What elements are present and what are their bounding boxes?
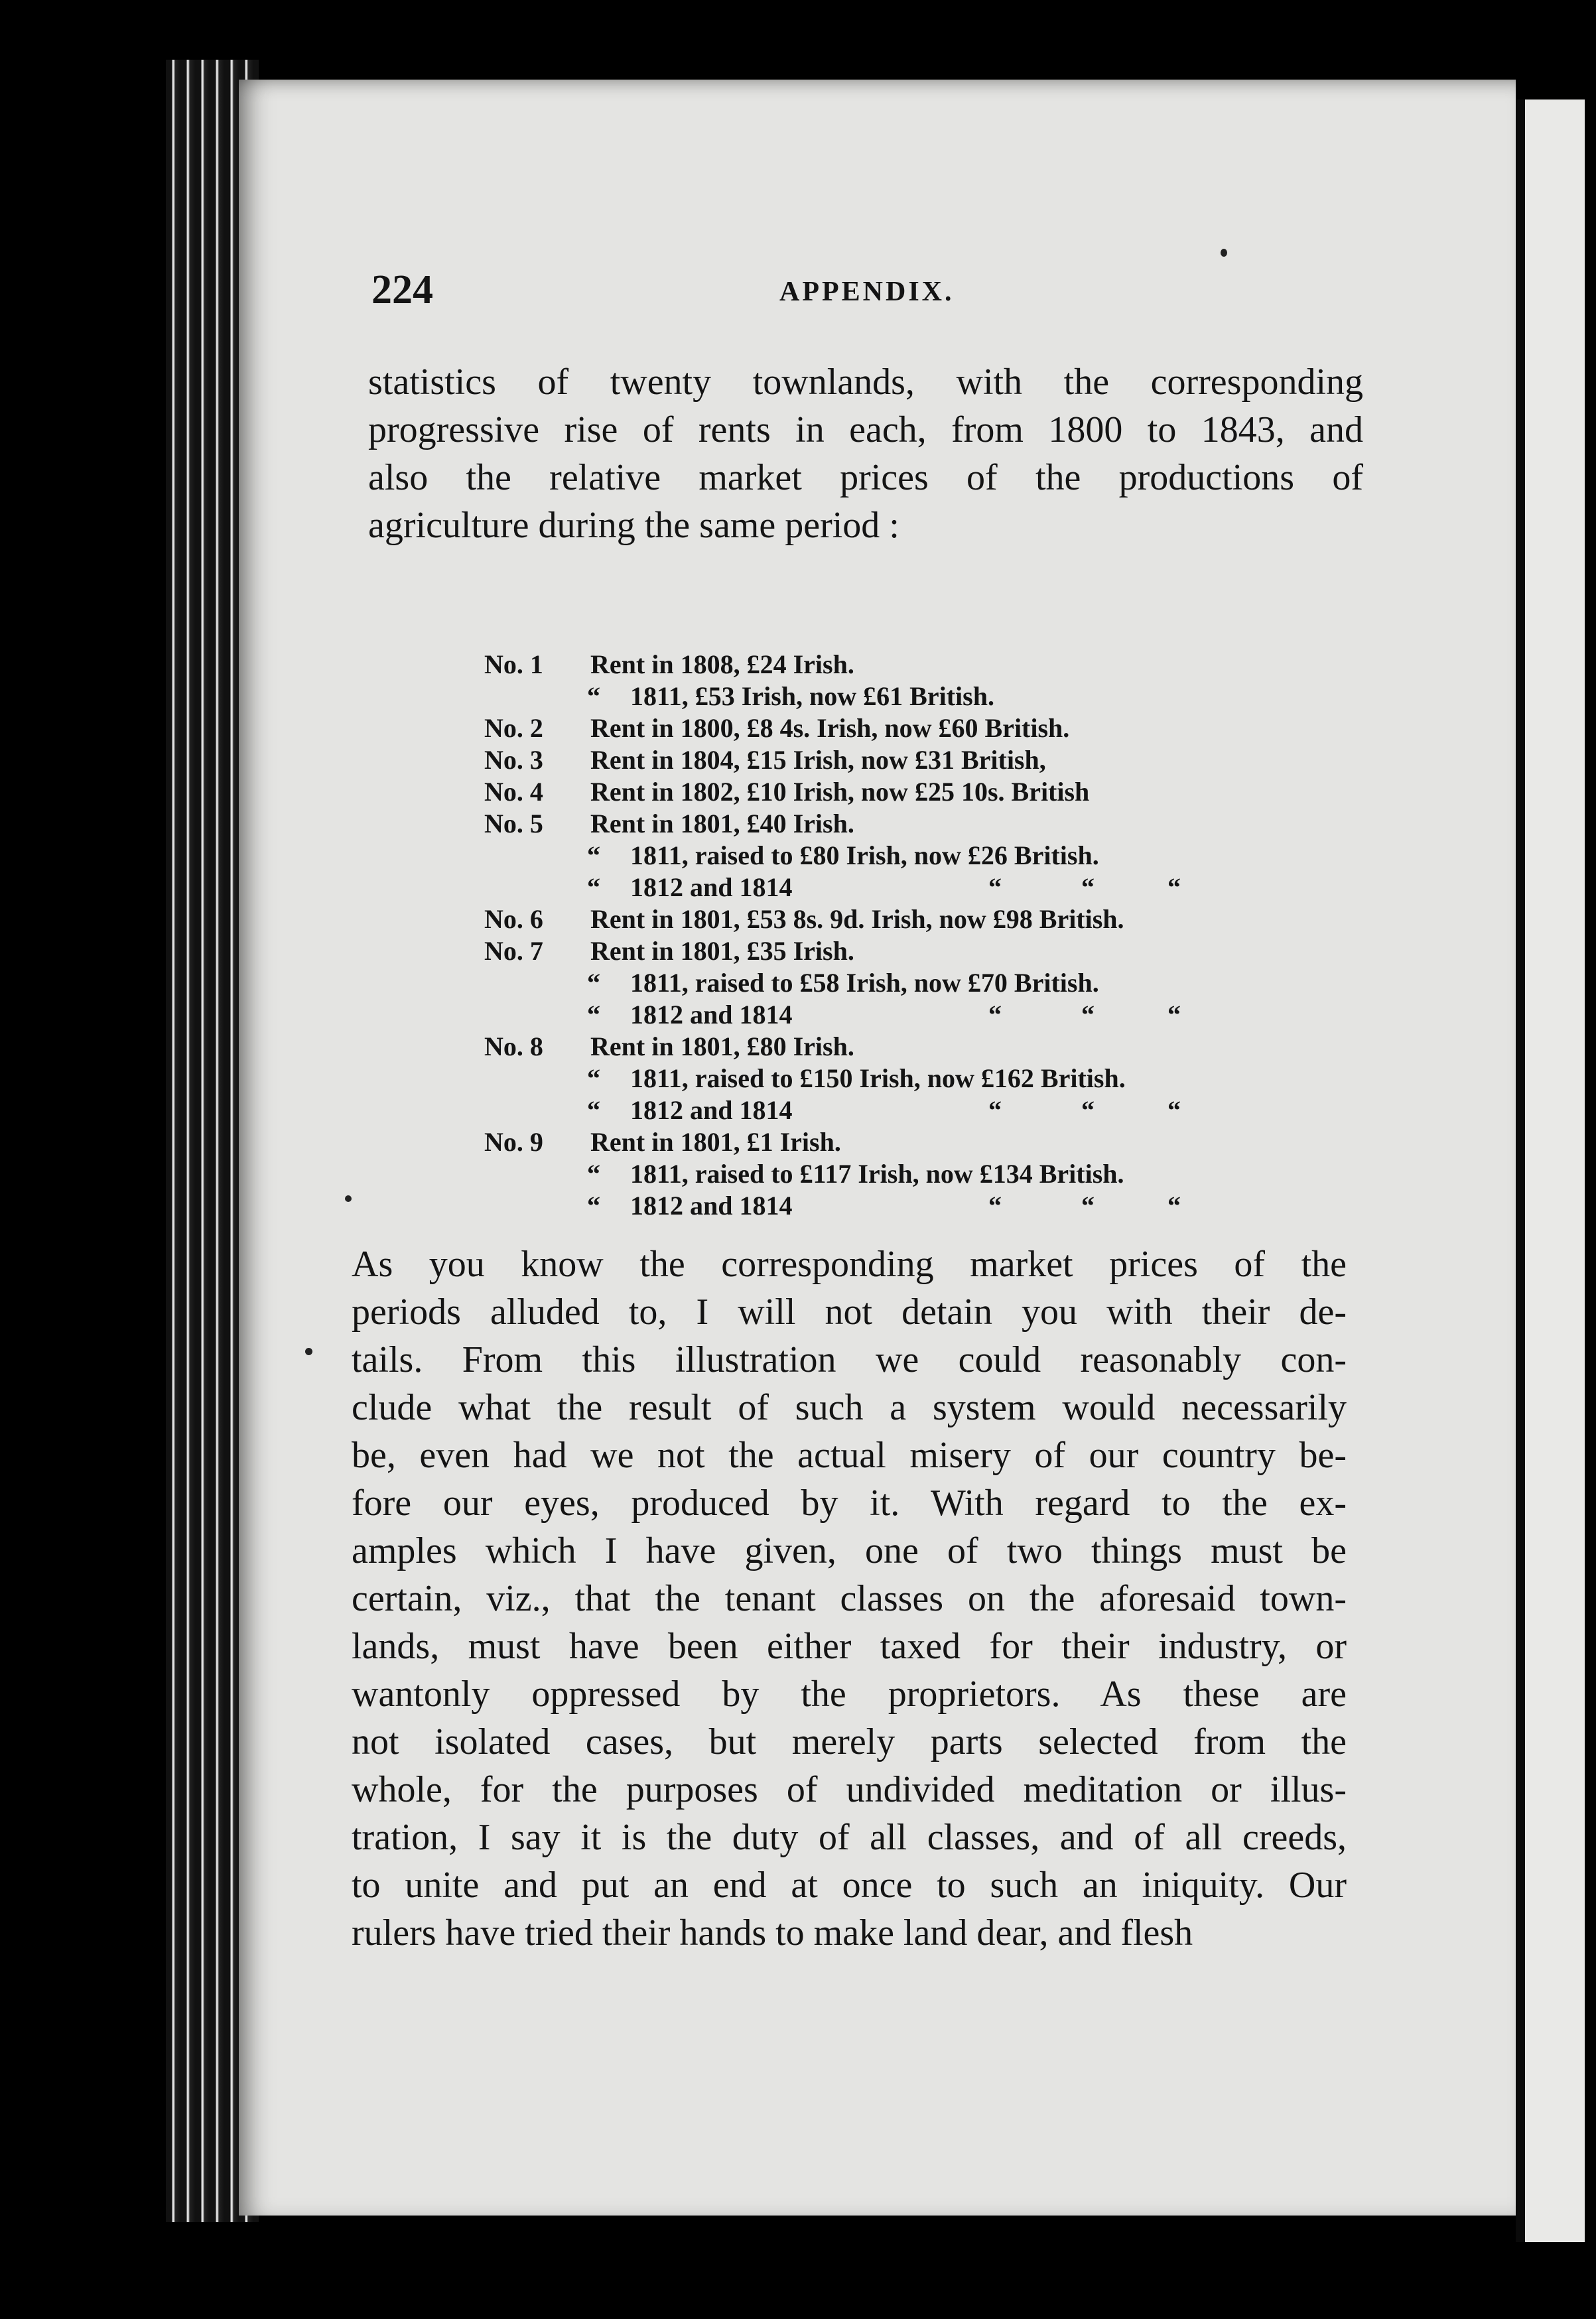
text-line: clude what the result of such a system would necessarily [352, 1387, 1347, 1428]
rent-row [484, 1031, 1413, 1063]
ditto-mark: “ [587, 681, 600, 711]
text-line: whole, for the purposes of undivided meditation or illus- [352, 1769, 1347, 1810]
text-line: statistics of twenty townlands, with the corresponding [368, 362, 1363, 403]
rent-entry: 1811, £53 Irish, now £61 British. [630, 681, 994, 711]
ink-speck [1221, 249, 1227, 257]
ditto-mark: “ [1081, 1095, 1095, 1125]
rent-row [484, 999, 1413, 1031]
rent-row [484, 1063, 1413, 1094]
rent-row [484, 1094, 1413, 1126]
ditto-mark: “ [1167, 872, 1181, 902]
ditto-mark: “ [587, 1191, 600, 1221]
ditto-mark: “ [1081, 1000, 1095, 1029]
rent-table [484, 649, 1413, 1222]
text-line: rulers have tried their hands to make land dear, and flesh [352, 1912, 1193, 1954]
rent-row [484, 903, 1413, 935]
rent-entry: Rent in 1801, £40 Irish. [590, 809, 854, 838]
ditto-mark: “ [1081, 1191, 1095, 1221]
rent-row [484, 872, 1413, 903]
book-page [239, 80, 1516, 2216]
ditto-mark: “ [988, 1095, 1002, 1125]
ditto-mark: “ [587, 1000, 600, 1029]
intro-paragraph [368, 358, 1363, 549]
main-paragraph [352, 1240, 1347, 1957]
townland-number: No. 2 [484, 713, 543, 743]
facing-page-edge [1516, 99, 1585, 2242]
page-header [371, 267, 1433, 320]
rent-entry: Rent in 1801, £53 8s. 9d. Irish, now £98 British. [590, 904, 1124, 934]
rent-row [484, 935, 1413, 967]
rent-row [484, 1158, 1413, 1190]
rent-entry: Rent in 1801, £35 Irish. [590, 936, 854, 966]
rent-row [484, 744, 1413, 776]
ink-speck [305, 1348, 312, 1355]
text-line: not isolated cases, but merely parts selected from the [352, 1721, 1347, 1762]
text-line: certain, viz., that the tenant classes on the aforesaid town- [352, 1578, 1347, 1619]
rent-row [484, 712, 1413, 744]
text-line: wantonly oppressed by the proprietors. As these are [352, 1674, 1347, 1715]
ditto-mark: “ [1167, 1095, 1181, 1125]
rent-row [484, 1190, 1413, 1222]
ditto-mark: “ [587, 1159, 600, 1189]
rent-entry: 1811, raised to £80 Irish, now £26 British. [630, 840, 1099, 870]
rent-row [484, 840, 1413, 872]
rent-entry: 1812 and 1814 [630, 1000, 793, 1029]
text-line: periods alluded to, I will not detain you with their de- [352, 1292, 1347, 1333]
running-title: APPENDIX. [779, 277, 955, 307]
ditto-mark: “ [587, 840, 600, 870]
rent-entry: 1811, raised to £117 Irish, now £134 British. [630, 1159, 1124, 1189]
rent-row [484, 808, 1413, 840]
text-line: tails. From this illustration we could reasonably con- [352, 1339, 1347, 1380]
text-line: progressive rise of rents in each, from 1800 to 1843, and [368, 409, 1363, 450]
townland-number: No. 9 [484, 1127, 543, 1157]
rent-entry: 1811, raised to £58 Irish, now £70 British. [630, 968, 1099, 998]
rent-row [484, 1126, 1413, 1158]
ink-speck [345, 1195, 352, 1202]
rent-entry: Rent in 1800, £8 4s. Irish, now £60 British. [590, 713, 1070, 743]
ditto-mark: “ [587, 872, 600, 902]
rent-row [484, 967, 1413, 999]
text-line: tration, I say it is the duty of all classes, and of all creeds, [352, 1817, 1347, 1858]
text-line: fore our eyes, produced by it. With regard to the ex- [352, 1483, 1347, 1524]
ditto-mark: “ [988, 1000, 1002, 1029]
townland-number: No. 1 [484, 649, 543, 679]
ditto-mark: “ [587, 968, 600, 998]
rent-entry: 1812 and 1814 [630, 1191, 793, 1221]
rent-entry: Rent in 1801, £1 Irish. [590, 1127, 841, 1157]
rent-row [484, 649, 1413, 681]
ditto-mark: “ [587, 1063, 600, 1093]
ditto-mark: “ [587, 1095, 600, 1125]
rent-entry: 1812 and 1814 [630, 1095, 793, 1125]
rent-entry: Rent in 1804, £15 Irish, now £31 British, [590, 745, 1046, 775]
townland-number: No. 5 [484, 809, 543, 838]
rent-row [484, 776, 1413, 808]
ditto-mark: “ [1167, 1191, 1181, 1221]
text-line: also the relative market prices of the productions of [368, 457, 1363, 498]
rent-entry: Rent in 1801, £80 Irish. [590, 1031, 854, 1061]
ditto-mark: “ [988, 1191, 1002, 1221]
townland-number: No. 4 [484, 777, 543, 807]
ditto-mark: “ [1081, 872, 1095, 902]
townland-number: No. 8 [484, 1031, 543, 1061]
rent-entry: 1812 and 1814 [630, 872, 793, 902]
ditto-mark: “ [988, 872, 1002, 902]
rent-row [484, 681, 1413, 712]
text-line: be, even had we not the actual misery of our country be- [352, 1435, 1347, 1476]
page-number: 224 [371, 267, 433, 312]
rent-entry: Rent in 1802, £10 Irish, now £25 10s. British [590, 777, 1090, 807]
text-line: amples which I have given, one of two things must be [352, 1530, 1347, 1571]
text-line: to unite and put an end at once to such an iniquity. Our [352, 1865, 1347, 1906]
text-line: As you know the corresponding market prices of the [352, 1244, 1347, 1285]
rent-entry: 1811, raised to £150 Irish, now £162 British. [630, 1063, 1126, 1093]
townland-number: No. 3 [484, 745, 543, 775]
text-line: lands, must have been either taxed for their industry, or [352, 1626, 1347, 1667]
townland-number: No. 6 [484, 904, 543, 934]
text-line: agriculture during the same period : [368, 505, 899, 546]
rent-entry: Rent in 1808, £24 Irish. [590, 649, 854, 679]
townland-number: No. 7 [484, 936, 543, 966]
ditto-mark: “ [1167, 1000, 1181, 1029]
